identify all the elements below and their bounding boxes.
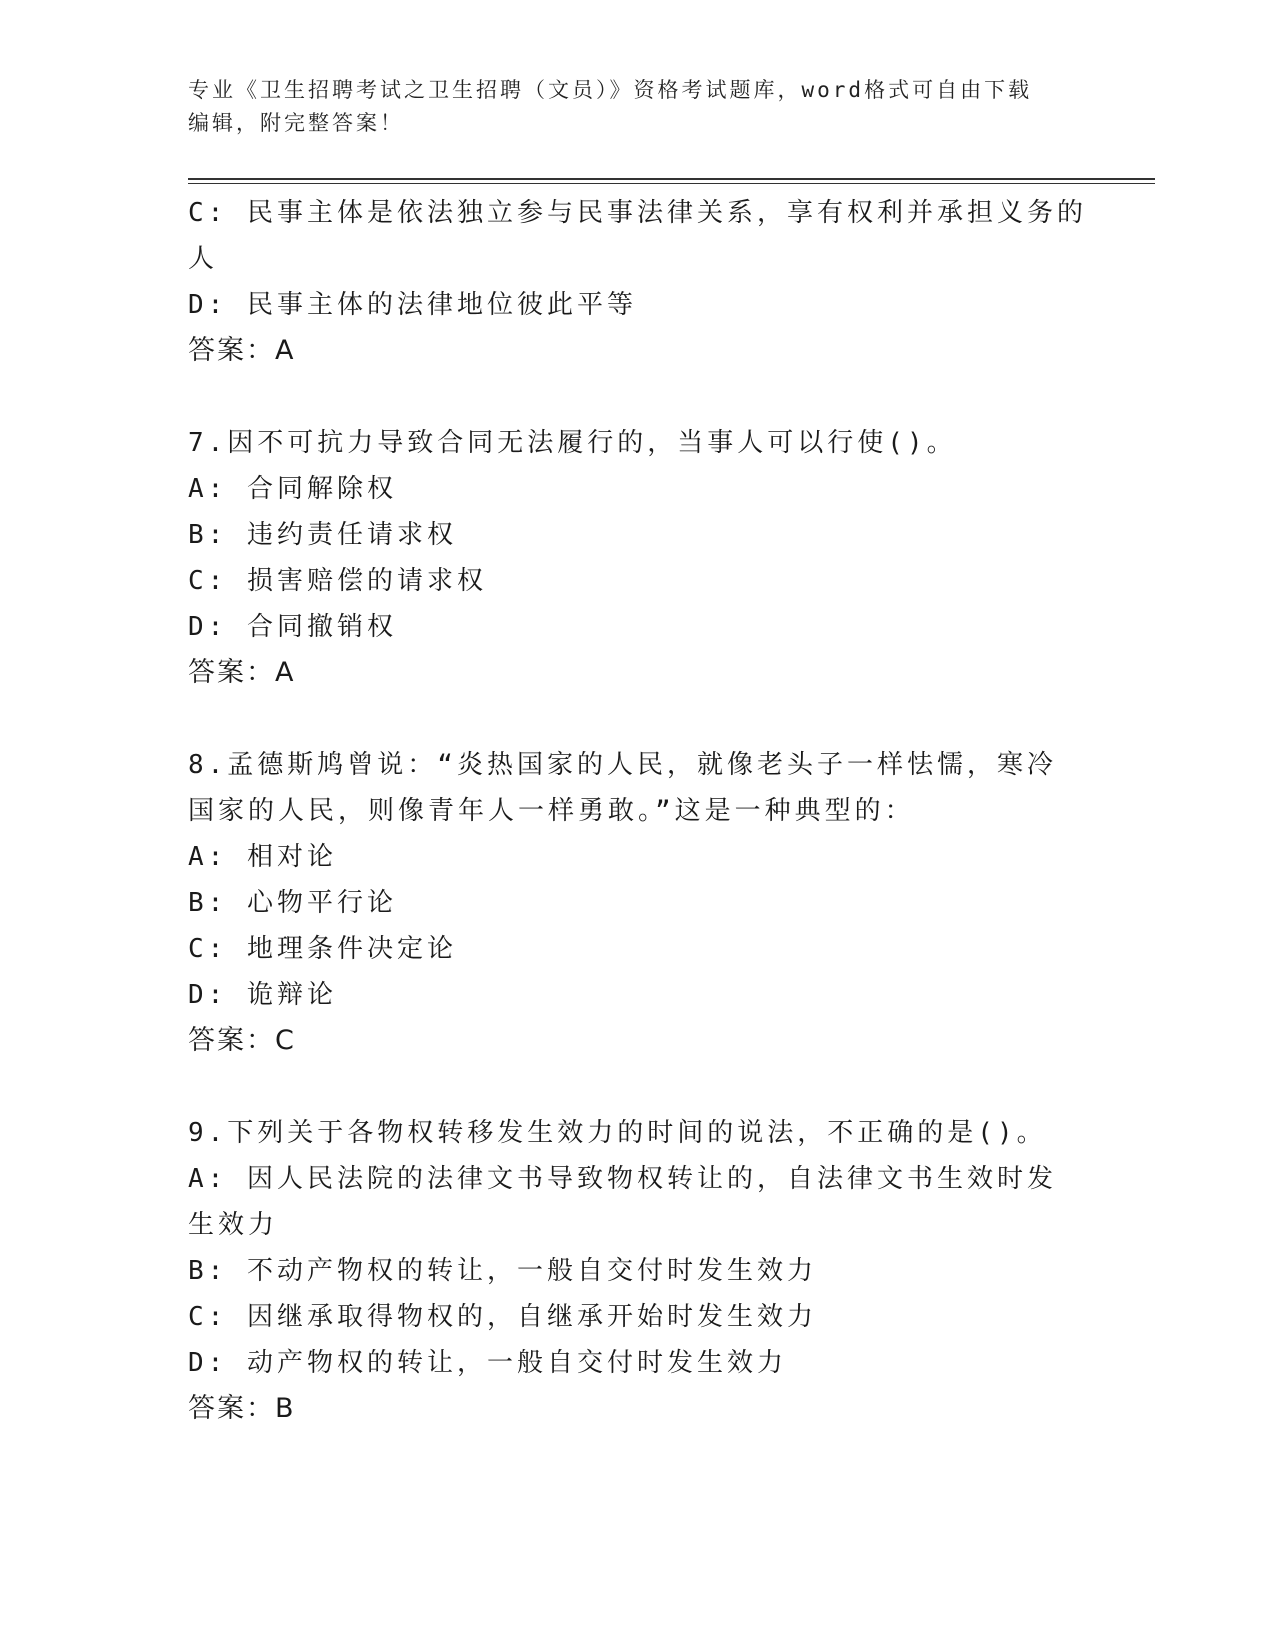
option-b: B: 不动产物权的转让，一般自交付时发生效力 (188, 1256, 817, 1286)
header-line-2: 编辑，附完整答案！ (188, 111, 404, 135)
question-9 (188, 1110, 1088, 1432)
option-c: C: 民事主体是依法独立参与民事法律关系，享有权利并承担义务的人 (188, 198, 1087, 274)
question-spacer (188, 374, 1088, 420)
question-7 (188, 420, 1088, 696)
answer-line: 答案：C (188, 1025, 296, 1056)
option-d: D: 动产物权的转让，一般自交付时发生效力 (188, 1348, 787, 1378)
question-list (188, 190, 1088, 1432)
option-b: B: 心物平行论 (188, 888, 397, 918)
option-d: D: 合同撤销权 (188, 612, 397, 642)
question-8 (188, 742, 1088, 1064)
header-divider-thick (188, 178, 1155, 180)
answer-line: 答案：A (188, 335, 296, 366)
question-fragment (188, 190, 1088, 374)
header-divider-thin (188, 183, 1155, 184)
option-d: D: 民事主体的法律地位彼此平等 (188, 290, 637, 320)
question-stem: 7.因不可抗力导致合同无法履行的，当事人可以行使()。 (188, 428, 957, 458)
header-line-1: 专业《卫生招聘考试之卫生招聘（文员）》资格考试题库，word格式可自由下载 (188, 78, 1033, 102)
question-stem: 8.孟德斯鸠曾说：“炎热国家的人民，就像老头子一样怯懦，寒冷国家的人民，则像青年人一样勇敢。”这是一种典型的： (188, 750, 1057, 826)
option-a: A: 因人民法院的法律文书导致物权转让的，自法律文书生效时发生效力 (188, 1164, 1057, 1240)
option-d: D: 诡辩论 (188, 980, 337, 1010)
question-spacer (188, 1064, 1088, 1110)
answer-line: 答案：B (188, 1393, 296, 1424)
option-a: A: 相对论 (188, 842, 337, 872)
option-a: A: 合同解除权 (188, 474, 397, 504)
question-stem: 9.下列关于各物权转移发生效力的时间的说法，不正确的是()。 (188, 1118, 1047, 1148)
answer-line: 答案：A (188, 657, 296, 688)
option-c: C: 地理条件决定论 (188, 934, 457, 964)
document-header (188, 74, 1068, 140)
option-c: C: 损害赔偿的请求权 (188, 566, 487, 596)
option-b: B: 违约责任请求权 (188, 520, 457, 550)
option-c: C: 因继承取得物权的，自继承开始时发生效力 (188, 1302, 817, 1332)
question-spacer (188, 696, 1088, 742)
